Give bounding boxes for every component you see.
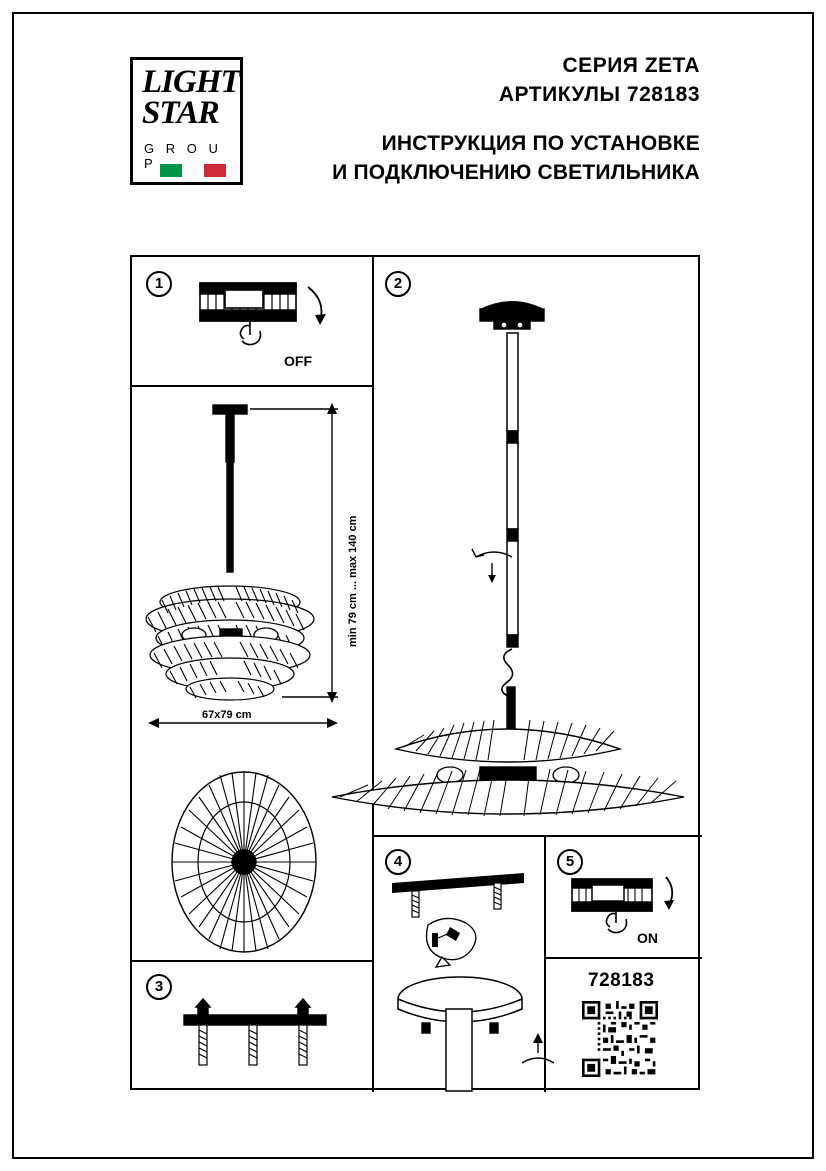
step-number-4: 4 (385, 849, 411, 875)
flag-red-band (204, 164, 226, 177)
rotate-arrow-icon (472, 549, 512, 583)
logo-line-2: STAR (142, 95, 219, 132)
flag-white-band (182, 164, 204, 177)
logo-wordmark (142, 64, 240, 132)
screw-icon-mid (249, 1025, 257, 1065)
diagram-artwork (132, 257, 702, 1092)
document-header (130, 52, 700, 192)
qr-code-icon (582, 1001, 658, 1077)
height-range-label: min 79 cm ... max 140 cm (347, 515, 359, 647)
size-label: 67x79 cm (202, 709, 252, 721)
screw-icon-right (296, 999, 310, 1065)
switch-on-icon (572, 877, 674, 933)
step5-on-label: ON (637, 930, 658, 946)
article-number: АРТИКУЛЫ 728183 (498, 82, 700, 106)
rotate-arrow-icon-2 (522, 1033, 554, 1063)
header-text-block (260, 52, 700, 188)
step-number-5: 5 (557, 849, 583, 875)
screw-icon-left (196, 999, 210, 1065)
switch-off-icon (200, 283, 296, 345)
footer-article-code: 728183 (588, 970, 655, 991)
brand-logo (130, 57, 243, 185)
logo-group-label: G R O U P (144, 141, 222, 171)
lamp-elevation-drawing (146, 405, 314, 700)
arrow-icon (308, 287, 326, 325)
instruction-diagram (130, 255, 700, 1090)
step-number-1: 1 (146, 271, 172, 297)
flag-green-band (160, 164, 182, 177)
ceiling-mount-detail (392, 873, 554, 1091)
logo-line-1: LIGHT (142, 64, 240, 100)
mounting-bracket-drawing (184, 999, 326, 1065)
width-dimension-arrow (148, 718, 338, 728)
series-name: СЕРИЯ ZETA (562, 54, 700, 77)
step-number-2: 2 (385, 271, 411, 297)
instruction-title-line-1: ИНСТРУКЦИЯ ПО УСТАНОВКЕ (381, 131, 700, 155)
italian-flag-icon (160, 164, 226, 177)
step1-off-label: OFF (284, 353, 312, 369)
lamp-plan-view (172, 772, 316, 952)
step-number-3: 3 (146, 974, 172, 1000)
instruction-title-line-2: И ПОДКЛЮЧЕНИЮ СВЕТИЛЬНИКА (332, 160, 700, 184)
hanging-assembly-drawing (332, 301, 684, 816)
